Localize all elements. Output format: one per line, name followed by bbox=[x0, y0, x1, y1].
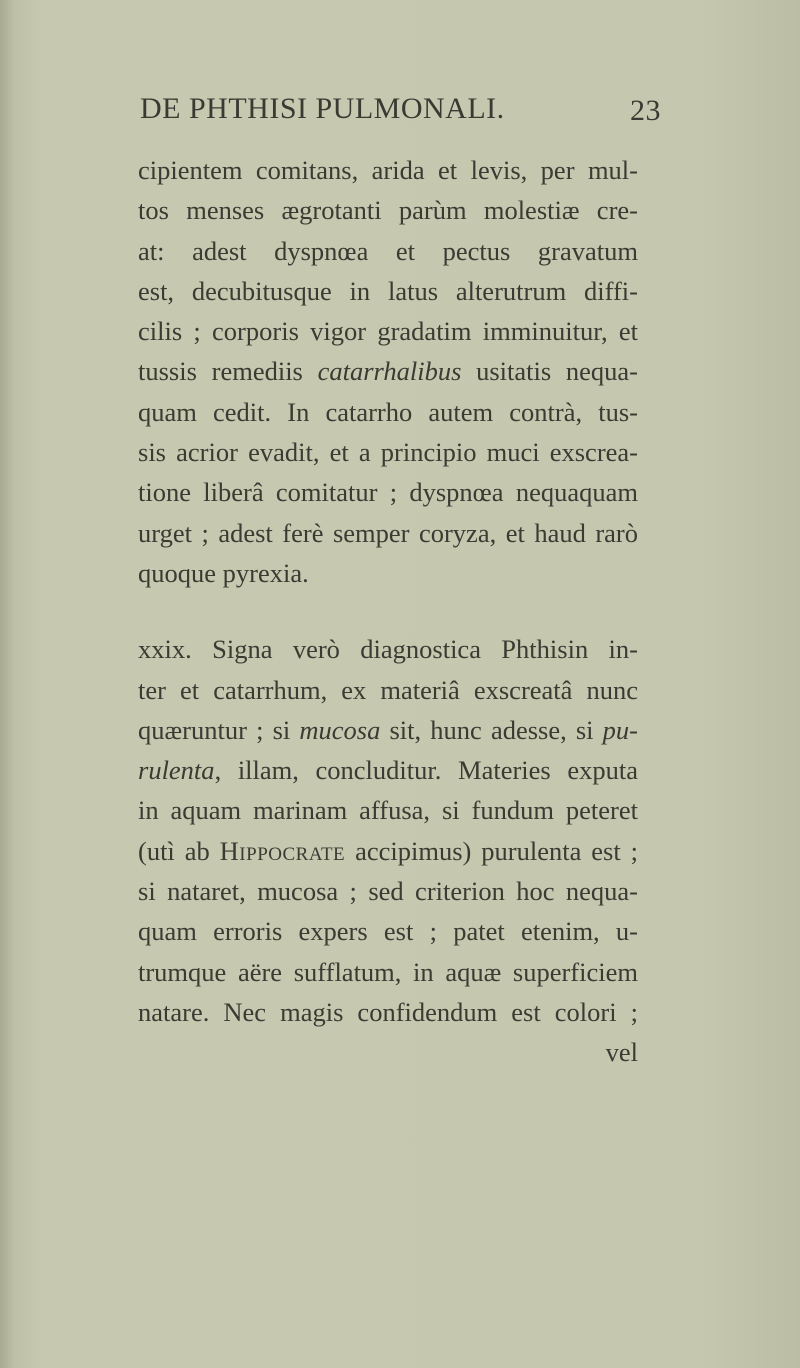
text-line: sis acrior evadit, et a principio muci exscrea- bbox=[138, 437, 638, 468]
text-span: usitatis nequa- bbox=[461, 356, 638, 387]
italic-term: mucosa bbox=[299, 714, 381, 745]
italic-term: rulenta bbox=[138, 755, 215, 786]
text-line: est, decubitusque in latus alterutrum diffi- bbox=[138, 275, 638, 306]
paragraph-2 bbox=[138, 629, 638, 1072]
text-line: at: adest dyspnœa et pectus gravatum bbox=[138, 235, 638, 266]
text-line: natare. Nec magis confidendum est colori ; bbox=[138, 996, 638, 1027]
text-line bbox=[138, 710, 638, 750]
text-span: quæruntur ; si bbox=[138, 714, 300, 745]
text-line bbox=[138, 831, 638, 871]
text-line: quam erroris expers est ; patet etenim, u- bbox=[138, 916, 638, 947]
italic-term: pu- bbox=[602, 714, 638, 745]
text-line bbox=[138, 750, 638, 790]
text-span: , illam, concluditur. Materies exputa bbox=[214, 755, 638, 786]
text-line: tione liberâ comitatur ; dyspnœa nequaquam bbox=[138, 477, 638, 508]
italic-term: catarrhalibus bbox=[317, 356, 462, 387]
text-line: urget ; adest ferè semper coryza, et haud rarò bbox=[138, 517, 638, 548]
text-line: xxix. Signa verò diagnostica Phthisin in- bbox=[138, 634, 638, 665]
text-line: tos menses ægrotanti parùm molestiæ cre- bbox=[138, 195, 638, 226]
catchword: vel bbox=[605, 1037, 638, 1068]
text-line: ter et catarrhum, ex materiâ exscreatâ nunc bbox=[138, 674, 638, 705]
page-number: 23 bbox=[630, 94, 661, 127]
text-line: si nataret, mucosa ; sed criterion hoc nequa- bbox=[138, 876, 638, 907]
text-span: (utì ab bbox=[138, 835, 220, 866]
text-line: quoque pyrexia. bbox=[138, 557, 309, 588]
running-title: DE PHTHISI PULMONALI. bbox=[140, 92, 505, 125]
text-line: cilis ; corporis vigor gradatim imminuitur, et bbox=[138, 316, 638, 347]
text-span: tussis remediis bbox=[138, 356, 318, 387]
paragraph-1 bbox=[138, 150, 638, 593]
text-line: in aquam marinam affusa, si fundum peteret bbox=[138, 795, 638, 826]
text-span: sit, hunc adesse, si bbox=[380, 714, 603, 745]
paragraph-gap bbox=[138, 593, 638, 629]
text-line: trumque aëre sufflatum, in aquæ superficiem bbox=[138, 956, 638, 987]
text-line: cipientem comitans, arida et levis, per mul- bbox=[138, 155, 638, 185]
author-name: Hippocrate bbox=[219, 835, 346, 866]
text-span: accipimus) purulenta est ; bbox=[345, 835, 639, 866]
body-text bbox=[138, 150, 638, 1073]
text-line bbox=[138, 351, 638, 391]
text-line: quam cedit. In catarrho autem contrà, tus- bbox=[138, 396, 638, 427]
